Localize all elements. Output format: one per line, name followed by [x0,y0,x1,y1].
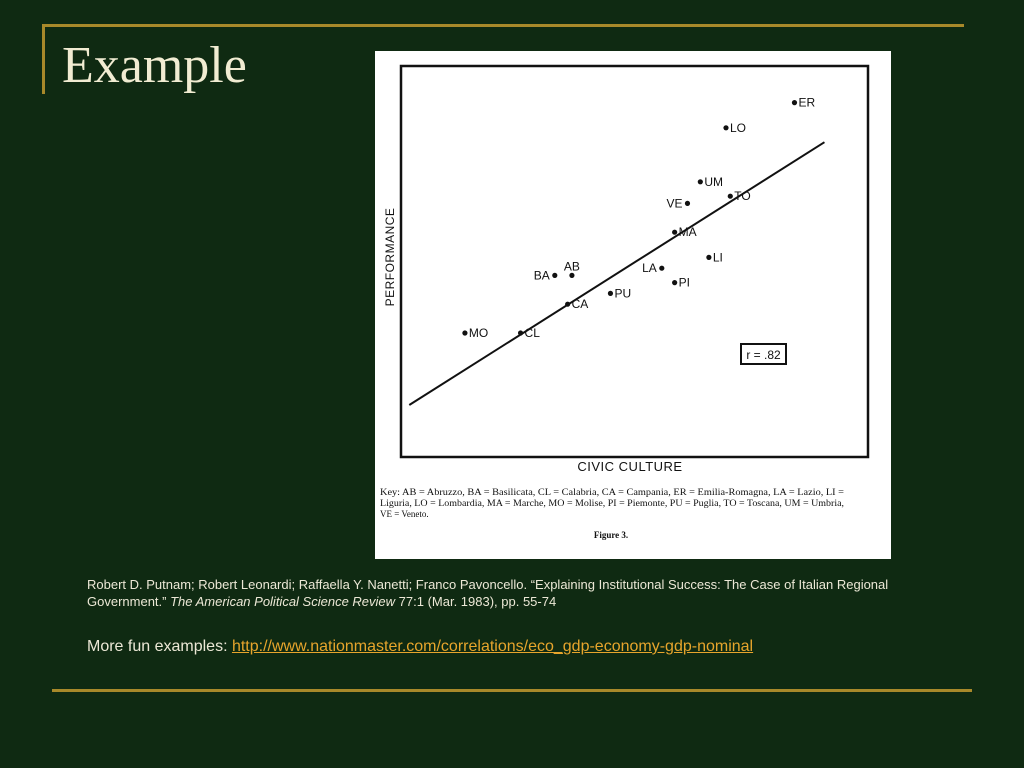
data-point-mo [462,326,488,340]
scatter-chart [375,51,891,559]
point-marker [792,100,797,105]
data-point-ve [666,196,690,210]
data-point-er [792,96,816,110]
left-rule [42,24,45,94]
data-point-ca [565,297,588,311]
r-value-box [741,344,786,364]
x-axis-label: CIVIC CULTURE [577,459,683,474]
point-label: VE [666,196,683,211]
key-line-1: Key: AB = Abruzzo, BA = Basilicata, CL = Calabria, CA = Campania, ER = Emilia-Romagna, LA = Lazio, LI = [380,487,844,497]
point-marker [608,291,613,296]
point-marker [672,280,677,285]
citation [87,576,907,610]
point-label: UM [704,174,723,189]
point-label: PU [614,286,632,301]
data-point-lo [723,121,746,135]
point-marker [565,302,570,307]
point-marker [723,125,728,130]
data-point-ab [564,259,580,278]
point-label: TO [734,189,751,204]
point-label: CA [571,297,589,312]
point-label: PI [678,275,690,290]
data-point-pu [608,286,631,300]
point-label: LA [642,261,657,276]
point-label: LO [730,120,747,135]
point-label: MA [678,225,697,240]
point-label: BA [533,268,550,283]
point-marker [462,330,467,335]
scatter-figure [375,51,891,559]
point-label: ER [798,95,816,110]
data-point-ba [534,268,558,282]
slide-title: Example [62,37,247,94]
more-examples [87,638,753,656]
point-marker [518,330,523,335]
point-label: AB [563,259,580,274]
r-value-label: r = .82 [746,348,781,362]
point-marker [706,255,711,260]
point-label: MO [468,326,489,340]
more-examples-link[interactable]: http://www.nationmaster.com/correlations/eco_gdp-economy-gdp-nominal [231,638,754,655]
key-line-3: VE = Veneto. [380,509,429,519]
key-line-2: Liguria, LO = Lombardia, MA = Marche, MO = Molise, PI = Piemonte, PU = Puglia, TO = Toscana, UM = Umbria, [380,498,844,508]
y-axis-label: PERFORMANCE [383,207,397,307]
data-point-pi [672,276,690,290]
point-marker [569,273,574,278]
point-marker [659,266,664,271]
citation-details: 77:1 (Mar. 1983), pp. 55-74 [395,594,557,609]
citation-journal: The American Political Science Review [170,594,396,609]
point-label: CL [524,326,540,340]
top-rule [42,24,964,27]
point-marker [728,194,733,199]
data-point-um [698,175,723,189]
point-label: LI [712,250,723,265]
point-marker [672,230,677,235]
bottom-rule [52,689,972,692]
point-marker [685,201,690,206]
data-point-la [642,261,664,275]
figure-caption: Figure 3. [593,530,629,540]
data-point-cl [518,326,540,340]
data-point-li [706,250,723,264]
citation-authors: Robert D. Putnam; Robert Leonardi; Raffaella Y. Nanetti; Franco Pavoncello. “Explaining Institutional Success: The Case of Italian Regional Government.” [87,577,889,609]
more-examples-label: More fun examples: [87,638,232,655]
point-marker [552,273,557,278]
trend-line [409,142,824,405]
point-marker [698,179,703,184]
